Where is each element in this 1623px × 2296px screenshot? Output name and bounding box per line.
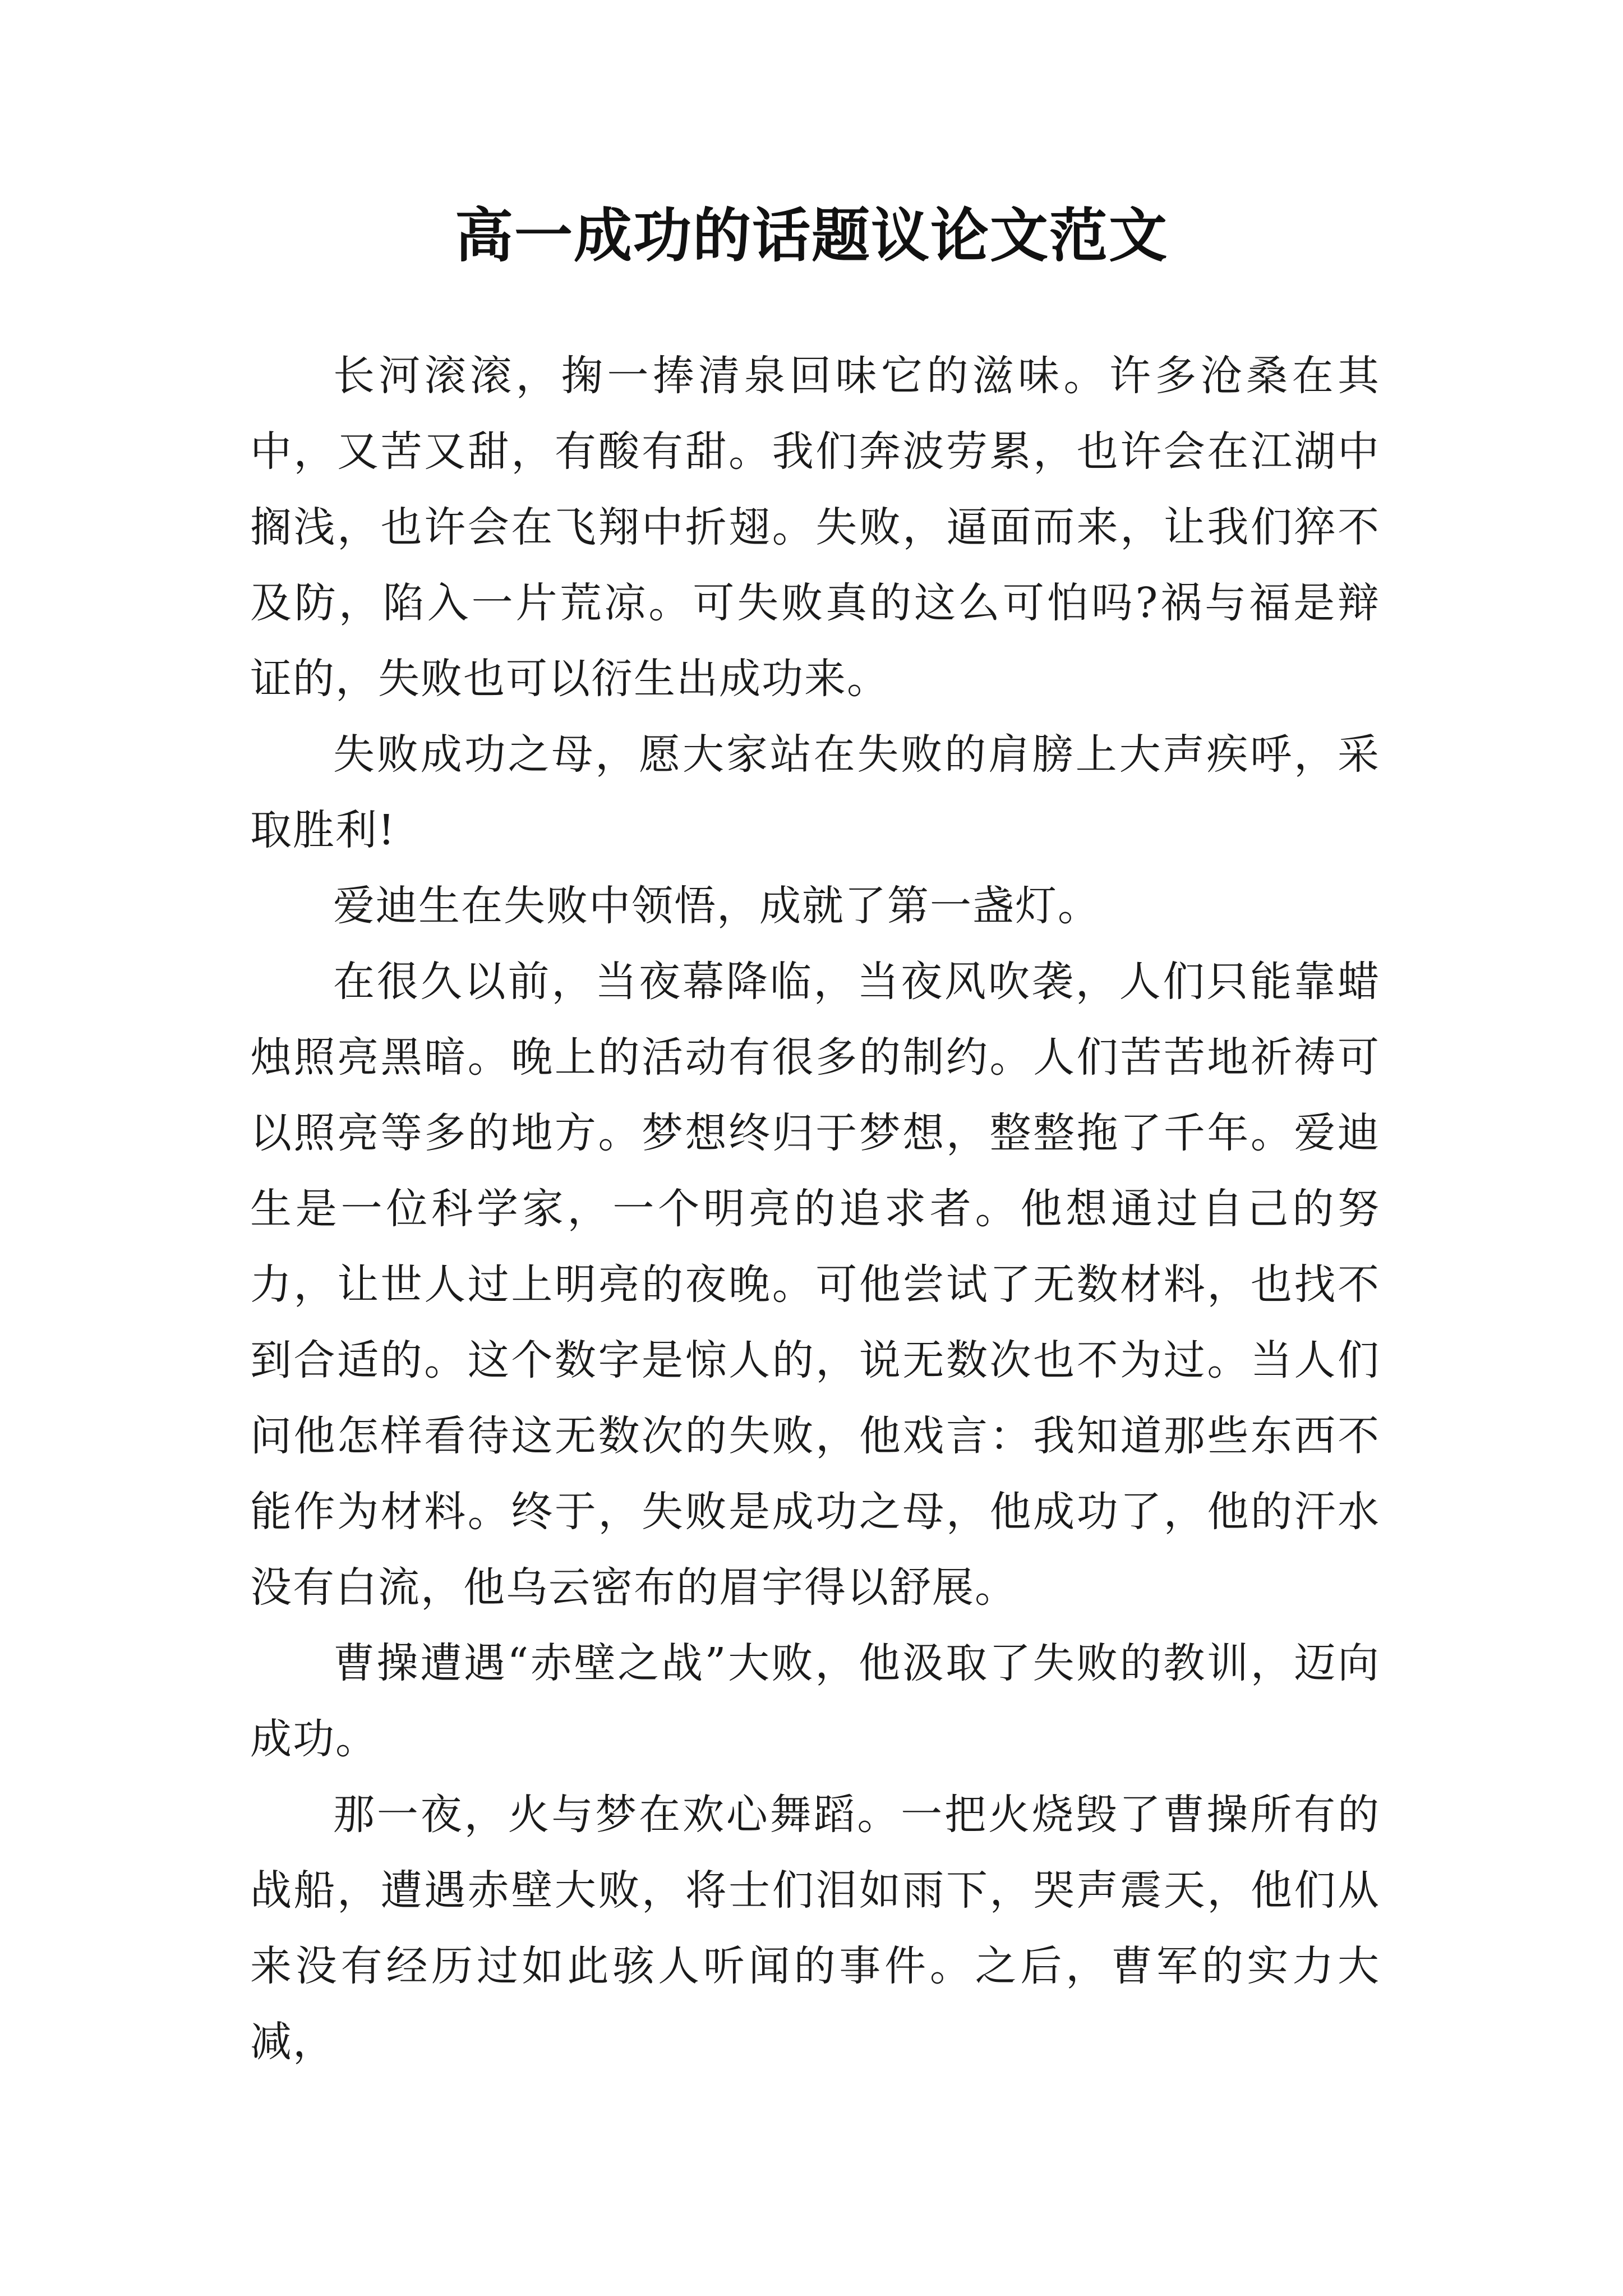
- paragraph-4: 在很久以前，当夜幕降临，当夜风吹袭，人们只能靠蜡烛照亮黑暗。晚上的活动有很多的制约。人们苦苦地祈祷可以照亮等多的地方。梦想终归于梦想，整整拖了千年。爱迪生是一位科学家，一个明亮的追求者。他想通过自己的努力，让世人过上明亮的夜晚。可他尝试了无数材料，也找不到合适的。这个数字是惊人的，说无数次也不为过。当人们问他怎样看待这无数次的失败，他戏言：我知道那些东西不能作为材料。终于，失败是成功之母，他成功了，他的汗水没有白流，他乌云密布的眉宇得以舒展。: [250, 958, 1380, 1612]
- paragraph-1: 长河滚滚，掬一捧清泉回味它的滋味。许多沧桑在其中，又苦又甜，有酸有甜。我们奔波劳累，也许会在江湖中搁浅，也许会在飞翔中折翅。失败，逼面而来，让我们猝不及防，陷入一片荒凉。可失败真的这么可怕吗?祸与福是辩证的，失败也可以衍生出成功来。: [250, 352, 1380, 703]
- document-title: 高一成功的话题议论文范文: [454, 201, 1168, 270]
- paragraph-6: 那一夜，火与梦在欢心舞蹈。一把火烧毁了曹操所有的战船，遭遇赤壁大败，将士们泪如雨下，哭声震天，他们从来没有经历过如此骇人听闻的事件。之后，曹军的实力大减，: [250, 1791, 1380, 2066]
- paragraph-2: 失败成功之母，愿大家站在失败的肩膀上大声疾呼，采取胜利!: [250, 730, 1380, 854]
- paragraph-5: 曹操遭遇“赤壁之战”大败，他汲取了失败的教训，迈向成功。: [250, 1639, 1380, 1763]
- document-body: [250, 338, 1380, 2080]
- paragraph-3: 爱迪生在失败中领悟，成就了第一盏灯。: [333, 882, 1100, 930]
